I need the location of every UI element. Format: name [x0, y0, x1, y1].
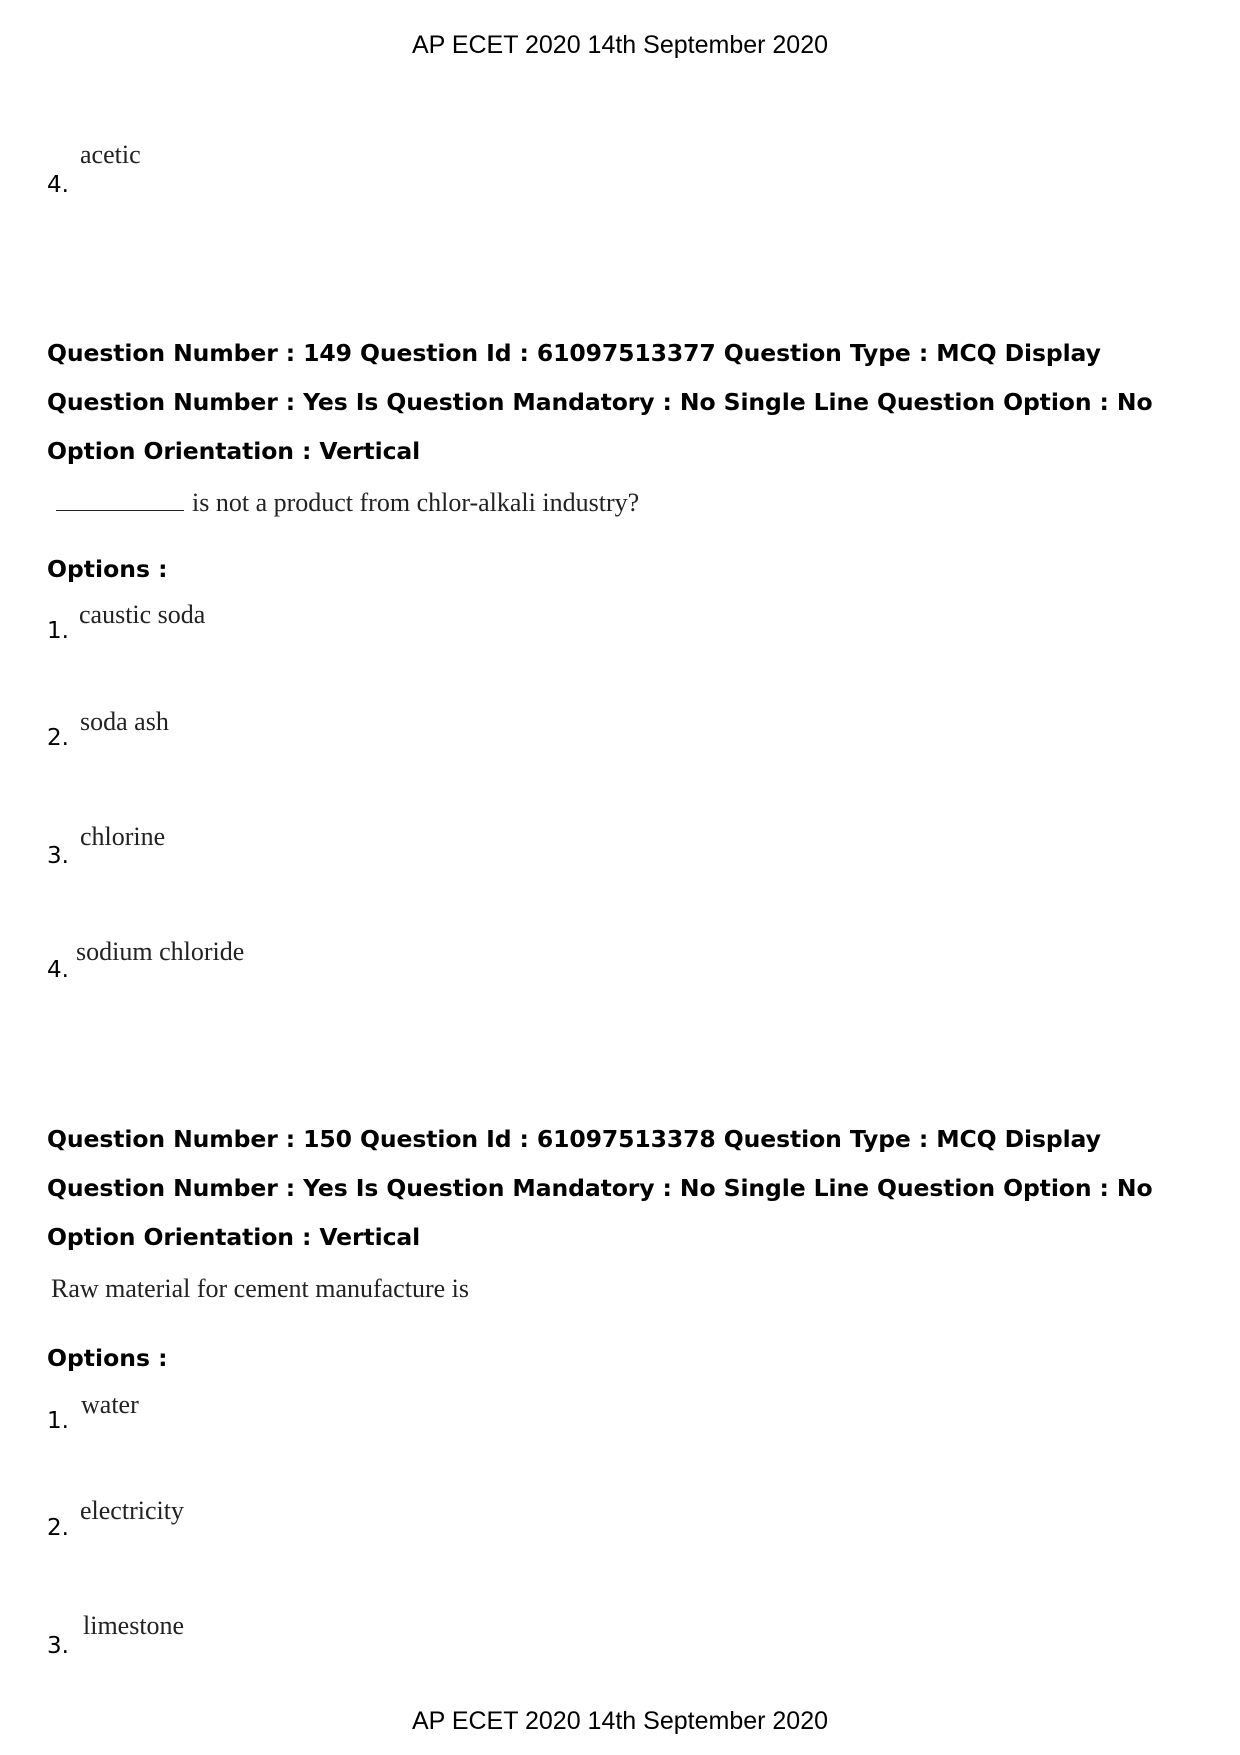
option-text: limestone: [83, 1611, 185, 1640]
options-label: Options :: [47, 555, 168, 583]
option-text: soda ash: [80, 707, 169, 736]
option-number: 1.: [47, 1408, 69, 1434]
option-text: electricity: [80, 1496, 184, 1525]
option-number: 4.: [47, 957, 69, 983]
option-number: 2.: [47, 1515, 69, 1541]
answer-blank: [56, 488, 184, 511]
options-label: Options :: [47, 1344, 168, 1372]
option-text: water: [81, 1390, 139, 1419]
option-text: acetic: [80, 140, 141, 169]
option-text: chlorine: [80, 822, 166, 851]
option-number: 2.: [47, 725, 69, 751]
question-text: [56, 488, 639, 518]
question-meta: Question Number : 150 Question Id : 61097513378 Question Type : MCQ Display Question Number : Yes Is Question Mandatory : No Single Line Question Option : No Option Orientation : Vertical: [47, 1125, 1153, 1251]
question-meta: Question Number : 149 Question Id : 61097513377 Question Type : MCQ Display Question Number : Yes Is Question Mandatory : No Single Line Question Option : No Option Orientation : Vertical: [47, 339, 1153, 465]
page-footer: AP ECET 2020 14th September 2020: [411, 1707, 829, 1735]
option-number: 4.: [47, 172, 69, 198]
option-number: 3.: [47, 1633, 69, 1659]
option-text: sodium chloride: [76, 937, 245, 966]
option-text: caustic soda: [79, 600, 206, 629]
option-number: 3.: [47, 843, 69, 869]
question-text-content: is not a product from chlor-alkali industry?: [192, 488, 640, 517]
question-text: Raw material for cement manufacture is: [51, 1274, 469, 1303]
option-number: 1.: [47, 618, 69, 644]
page-header: AP ECET 2020 14th September 2020: [411, 31, 829, 59]
